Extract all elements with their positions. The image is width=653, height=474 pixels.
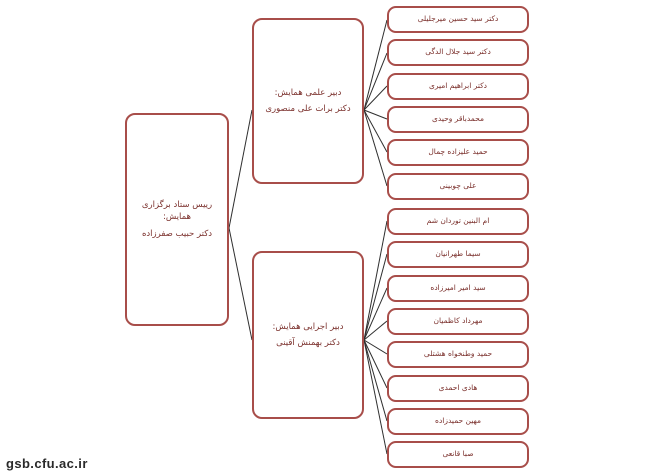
node-branch-scientific-title: دبیر علمی همایش: (274, 87, 342, 98)
leaf-label: هادی احمدی (438, 383, 478, 393)
leaf-scientific-2[interactable] (387, 39, 529, 66)
leaf-executive-8[interactable] (387, 441, 529, 468)
leaf-label: سیما طهرانیان (435, 249, 481, 259)
node-branch-scientific-name: دکتر برات علی منصوری (265, 104, 351, 114)
node-branch-scientific[interactable] (252, 18, 364, 184)
leaf-executive-2[interactable] (387, 241, 529, 268)
leaf-label: حمید علیزاده چمال (428, 147, 488, 157)
leaf-scientific-3[interactable] (387, 73, 529, 100)
leaf-label: دکتر سید حسین میرجلیلی (417, 14, 499, 24)
leaf-label: دکتر سید جلال الدگی (425, 47, 491, 57)
leaf-label: صبا قانعی (442, 449, 474, 459)
leaf-label: مهرداد کاظمیان (433, 316, 483, 326)
leaf-label: ام البنین توردان شم (426, 216, 490, 226)
leaf-label: سید امیر امیرزاده (430, 283, 486, 293)
leaf-executive-6[interactable] (387, 375, 529, 402)
node-branch-executive-name: دکتر بهمنش آقینی (276, 338, 340, 348)
node-root-title: رییس ستاد برگزاری همایش: (141, 200, 213, 223)
leaf-scientific-1[interactable] (387, 6, 529, 33)
leaf-executive-4[interactable] (387, 308, 529, 335)
node-root[interactable] (125, 113, 229, 326)
leaf-label: دکتر ابراهیم امیری (428, 81, 488, 91)
footer-url: gsb.cfu.ac.ir (6, 456, 88, 471)
leaf-scientific-4[interactable] (387, 106, 529, 133)
node-branch-executive-title: دبیر اجرایی همایش: (272, 321, 344, 332)
leaf-executive-3[interactable] (387, 275, 529, 302)
node-branch-executive[interactable] (252, 251, 364, 419)
leaf-executive-5[interactable] (387, 341, 529, 368)
node-root-name: دکتر حبیب صفرزاده (141, 228, 213, 239)
leaf-scientific-6[interactable] (387, 173, 529, 200)
leaf-executive-7[interactable] (387, 408, 529, 435)
leaf-executive-1[interactable] (387, 208, 529, 235)
leaf-label: حمید وطنخواه هشتلی (423, 349, 493, 359)
leaf-label: علی چوبینی (439, 181, 477, 191)
leaf-scientific-5[interactable] (387, 139, 529, 166)
leaf-label: مهین حمیدزاده (435, 416, 481, 426)
leaf-label: محمدباقر وحیدی (432, 114, 484, 124)
